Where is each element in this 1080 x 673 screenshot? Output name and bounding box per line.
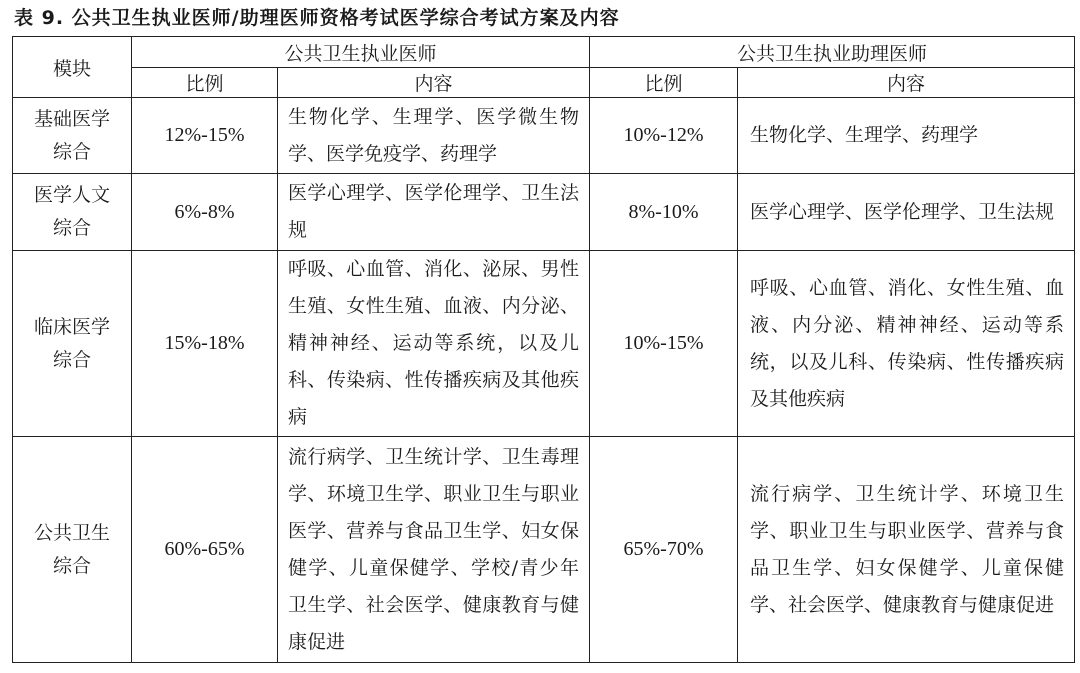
header-module: 模块 (13, 37, 132, 98)
physician-ratio-cell: 15%-18% (132, 251, 278, 437)
header-assistant-ratio: 比例 (590, 68, 738, 98)
assistant-ratio-cell: 8%-10% (590, 174, 738, 251)
table-caption: 表 9. 公共卫生执业医师/助理医师资格考试医学综合考试方案及内容 (14, 7, 620, 29)
header-physician: 公共卫生执业医师 (132, 37, 590, 68)
assistant-ratio-cell: 65%-70% (590, 437, 738, 663)
physician-content-cell: 流行病学、卫生统计学、卫生毒理学、环境卫生学、职业卫生与职业医学、营养与食品卫生学、妇女保健学、儿童保健学、学校/青少年卫生学、社会医学、健康教育与健康促进 (278, 437, 590, 663)
assistant-ratio-cell: 10%-15% (590, 251, 738, 437)
header-physician-ratio: 比例 (132, 68, 278, 98)
header-assistant-content: 内容 (738, 68, 1075, 98)
assistant-content-cell: 呼吸、心血管、消化、女性生殖、血液、内分泌、精神神经、运动等系统，以及儿科、传染病、性传播疾病及其他疾病 (738, 251, 1075, 437)
module-cell (13, 437, 132, 663)
module-name-line: 综合 (52, 554, 91, 577)
module-cell (13, 251, 132, 437)
header-row-1 (13, 37, 1075, 68)
module-name-line: 公共卫生 (33, 521, 110, 544)
module-name-line: 基础医学 (33, 107, 110, 130)
physician-ratio-cell: 6%-8% (132, 174, 278, 251)
header-row-2 (13, 68, 1075, 98)
assistant-ratio-cell: 10%-12% (590, 98, 738, 174)
physician-ratio-cell: 12%-15% (132, 98, 278, 174)
assistant-content-cell: 生物化学、生理学、药理学 (738, 98, 1075, 174)
module-name-line: 综合 (52, 140, 91, 163)
assistant-content-cell: 医学心理学、医学伦理学、卫生法规 (738, 174, 1075, 251)
module-name-line: 临床医学 (33, 315, 110, 338)
assistant-content-cell: 流行病学、卫生统计学、环境卫生学、职业卫生与职业医学、营养与食品卫生学、妇女保健学、儿童保健学、社会医学、健康教育与健康促进 (738, 437, 1075, 663)
module-name-line: 综合 (52, 348, 91, 371)
physician-content-cell: 生物化学、生理学、医学微生物学、医学免疫学、药理学 (278, 98, 590, 174)
table-row-public-health (13, 437, 1075, 663)
physician-content-cell: 医学心理学、医学伦理学、卫生法规 (278, 174, 590, 251)
module-name-line: 医学人文 (33, 184, 110, 206)
module-cell (13, 98, 132, 174)
exam-plan-table (12, 36, 1075, 663)
physician-content-cell: 呼吸、心血管、消化、泌尿、男性生殖、女性生殖、血液、内分泌、精神神经、运动等系统，以及儿科、传染病、性传播疾病及其他疾病 (278, 251, 590, 437)
table-row-clinical-medicine (13, 251, 1075, 437)
table-row-medical-humanities (13, 174, 1075, 251)
header-physician-content: 内容 (278, 68, 590, 98)
table-row-basic-medicine (13, 98, 1075, 174)
header-assistant: 公共卫生执业助理医师 (590, 37, 1075, 68)
physician-ratio-cell: 60%-65% (132, 437, 278, 663)
module-name-line: 综合 (52, 217, 91, 239)
module-cell (13, 174, 132, 251)
